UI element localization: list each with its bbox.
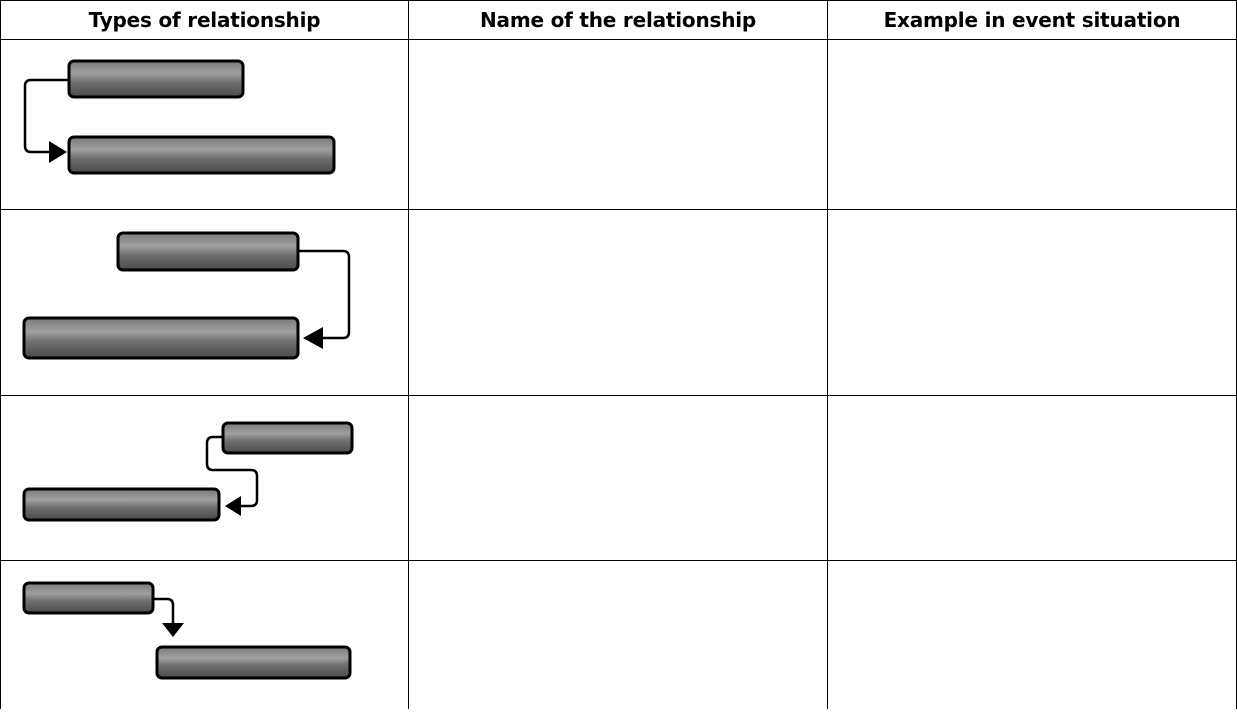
row-3-name-cell[interactable] [409,396,827,560]
diagram-row-4-svg [1,561,408,709]
successor-task-bar [24,318,298,358]
arrowhead [49,141,67,163]
predecessor-task-bar [118,233,298,270]
arrowhead [162,623,184,637]
successor-task-bar [69,137,334,173]
connector-line [298,251,349,338]
diagram-row-1 [1,40,408,200]
diagram-row-2 [1,210,408,370]
diagram-row-1-svg [1,40,408,209]
diagram-row-2-svg [1,210,408,395]
row-4-example-cell[interactable] [828,561,1236,709]
connector-line [153,599,173,623]
header-name-of-relationship: Name of the relationship [479,7,757,32]
predecessor-task-bar [223,423,352,453]
diagram-row-3 [1,396,408,556]
row-1-example-cell[interactable] [828,40,1236,209]
diagram-row-4 [1,561,408,721]
header-types-of-relationship: Types of relationship [88,7,321,32]
arrowhead [225,496,241,516]
successor-task-bar [157,647,350,678]
row-4-name-cell[interactable] [409,561,827,709]
row-1-name-cell[interactable] [409,40,827,209]
successor-task-bar [24,489,219,520]
row-2-name-cell[interactable] [409,210,827,395]
predecessor-task-bar [69,61,243,97]
header-example-in-event: Example in event situation [883,7,1181,32]
connector-line [25,80,69,152]
diagram-row-3-svg [1,396,408,560]
row-3-example-cell[interactable] [828,396,1236,560]
predecessor-task-bar [24,583,153,613]
arrowhead [303,327,323,349]
row-2-example-cell[interactable] [828,210,1236,395]
